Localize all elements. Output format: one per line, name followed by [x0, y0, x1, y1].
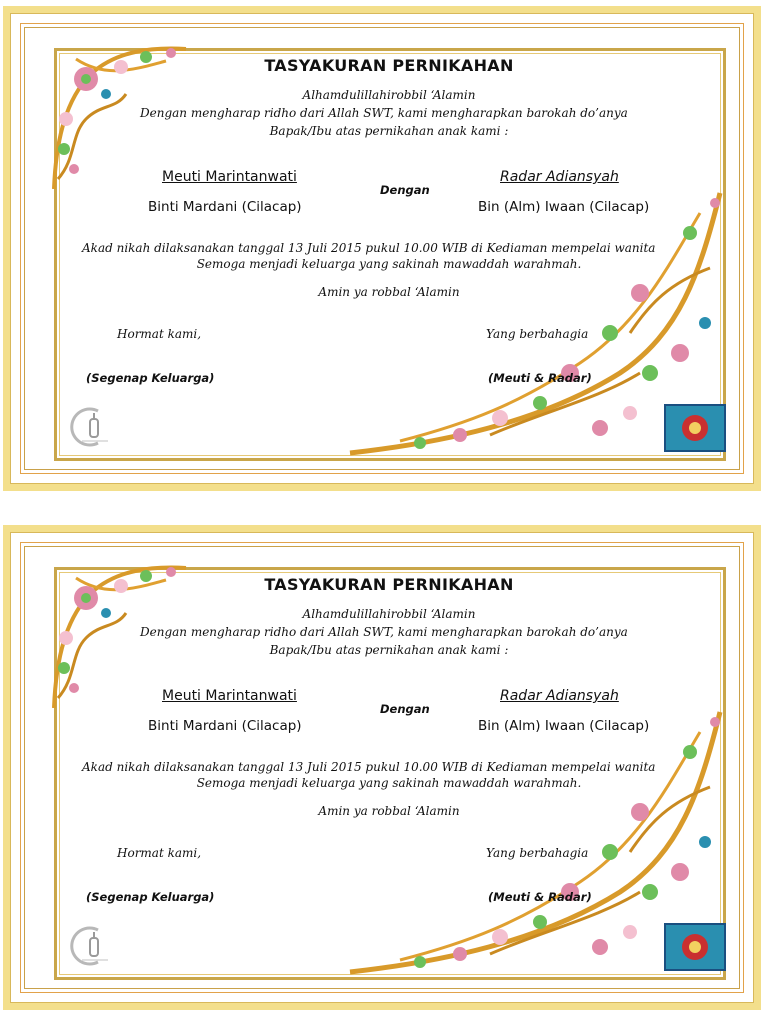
couple-signature: (Meuti & Radar)	[488, 371, 592, 385]
invitation-title: TASYAKURAN PERNIKAHAN	[264, 56, 514, 75]
amin-text: Amin ya robbal ‘Alamin	[318, 285, 460, 299]
greeting-text: Alhamdulillahirobbil ‘Alamin	[302, 88, 476, 102]
invitation-card-1	[3, 6, 761, 491]
regards-label: Hormat kami,	[117, 846, 202, 860]
floral-corner-ornament-bottom-right	[340, 173, 740, 473]
watermark-logo-icon	[68, 405, 116, 449]
groom-name: Radar Adiansyah	[500, 688, 619, 704]
akad-details-text: Akad nikah dilaksanakan tanggal 13 Juli 2015 pukul 10.00 WIB di Kediaman mempelai wanita	[82, 241, 656, 255]
groom-parent: Bin (Alm) Iwaan (Cilacap)	[478, 199, 650, 215]
sender-signature: (Segenap Keluarga)	[86, 371, 215, 385]
greeting-text: Alhamdulillahirobbil ‘Alamin	[302, 607, 476, 621]
regards-label: Hormat kami,	[117, 327, 202, 341]
conjunction-text: Dengan	[380, 183, 430, 197]
intro-text-line2: Bapak/Ibu atas pernikahan anak kami :	[269, 124, 509, 138]
prayer-text: Semoga menjadi keluarga yang sakinah mawaddah warahmah.	[196, 776, 582, 790]
happy-label: Yang berbahagia	[486, 846, 589, 860]
invitation-title: TASYAKURAN PERNIKAHAN	[264, 575, 514, 594]
bride-parent: Binti Mardani (Cilacap)	[148, 199, 302, 215]
invitation-card-2	[3, 525, 761, 1010]
prayer-text: Semoga menjadi keluarga yang sakinah mawaddah warahmah.	[196, 257, 582, 271]
bride-name: Meuti Marintanwati	[162, 688, 297, 704]
happy-label: Yang berbahagia	[486, 327, 589, 341]
intro-text-line1: Dengan mengharap ridho dari Allah SWT, kami mengharapkan barokah do’anya	[140, 625, 628, 639]
groom-name: Radar Adiansyah	[500, 169, 619, 185]
bride-name: Meuti Marintanwati	[162, 169, 297, 185]
conjunction-text: Dengan	[380, 702, 430, 716]
groom-parent: Bin (Alm) Iwaan (Cilacap)	[478, 718, 650, 734]
bride-parent: Binti Mardani (Cilacap)	[148, 718, 302, 734]
intro-text-line1: Dengan mengharap ridho dari Allah SWT, kami mengharapkan barokah do’anya	[140, 106, 628, 120]
couple-signature: (Meuti & Radar)	[488, 890, 592, 904]
floral-corner-ornament-bottom-right	[340, 692, 740, 992]
akad-details-text: Akad nikah dilaksanakan tanggal 13 Juli 2015 pukul 10.00 WIB di Kediaman mempelai wanita	[82, 760, 656, 774]
intro-text-line2: Bapak/Ibu atas pernikahan anak kami :	[269, 643, 509, 657]
amin-text: Amin ya robbal ‘Alamin	[318, 804, 460, 818]
sender-signature: (Segenap Keluarga)	[86, 890, 215, 904]
watermark-logo-icon	[68, 924, 116, 968]
